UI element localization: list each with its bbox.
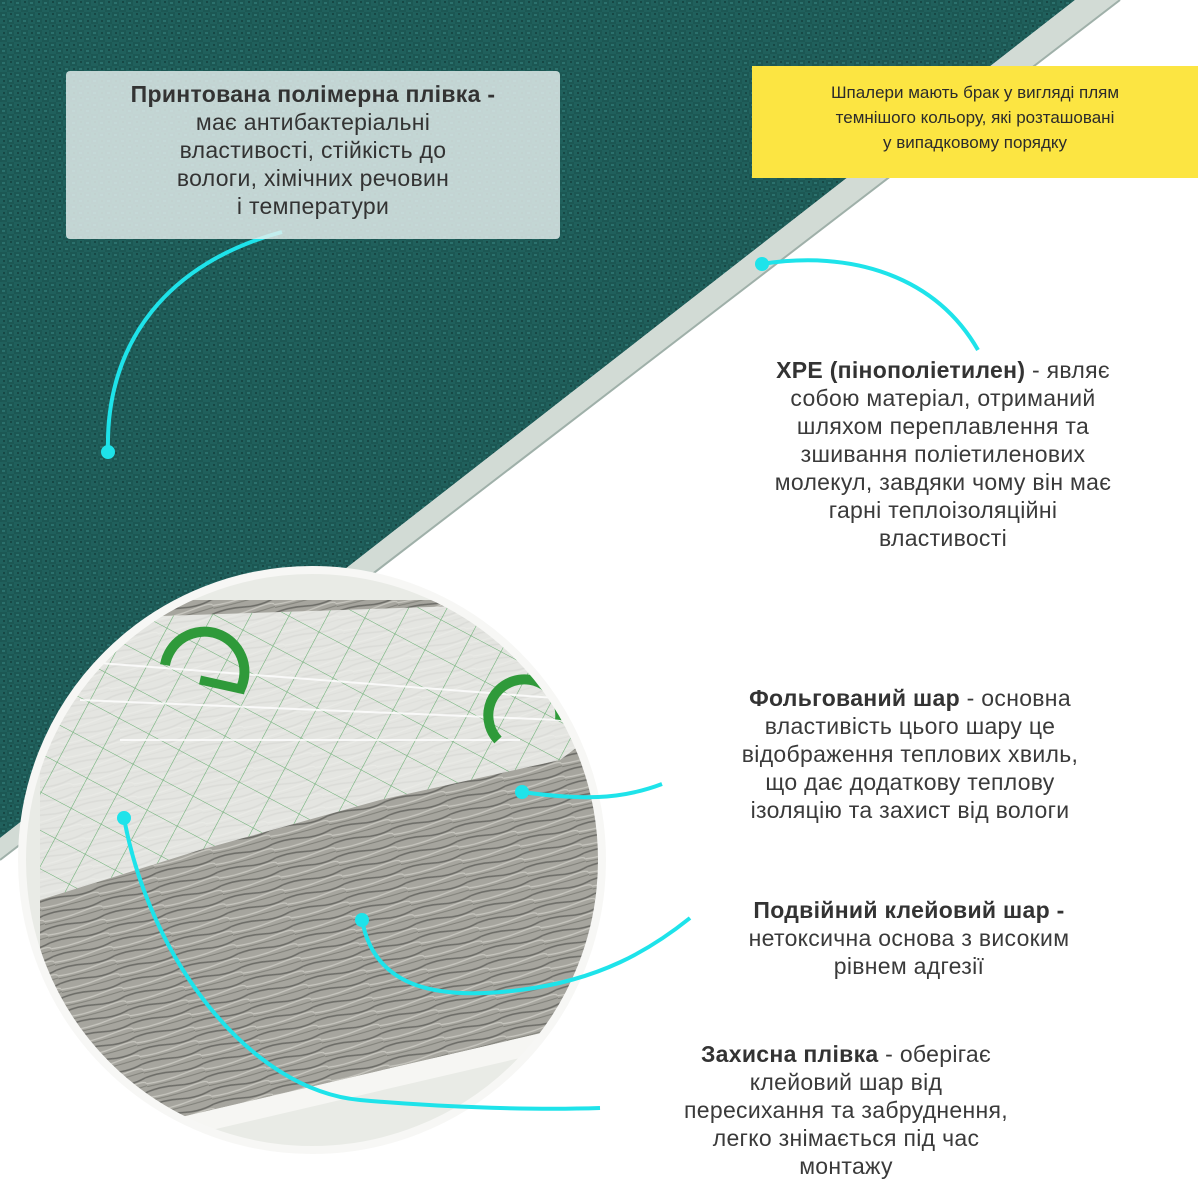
callout-line: шляхом переплавлення та <box>796 413 1090 439</box>
note-line: у випадковому порядку <box>883 133 1067 152</box>
callout-title: Захисна плівка <box>700 1041 879 1067</box>
callout-line: і температури <box>236 193 390 219</box>
callout-protective-film: Захисна плівка - оберігає клейовий шар від пересихання та забруднення, легко знімається під час монтажу <box>604 1040 1088 1180</box>
callout-line: гарні теплоізоляційні <box>828 497 1058 523</box>
callout-line: клейовий шар від <box>749 1069 943 1095</box>
callout-line: властивості <box>879 525 1007 551</box>
callout-title: Фольгований шар <box>749 685 960 711</box>
callout-line: нетоксична основа з високим <box>748 925 1070 951</box>
callout-line: легко знімається під час <box>712 1125 980 1151</box>
callout-line: має антибактеріальні <box>195 109 431 135</box>
callout-line: вологи, хімічних речовин <box>176 165 450 191</box>
callout-double-adhesive: Подвійний клейовий шар - нетоксична основа з високим рівнем адгезії <box>676 896 1142 980</box>
defect-note <box>752 66 1198 178</box>
callout-title: XPE (пінополіетилен) <box>776 357 1026 383</box>
callout-line: рівнем адгезії <box>833 953 985 979</box>
callout-title: Подвійний клейовий шар <box>753 897 1050 923</box>
note-line: Шпалери мають брак у вигляді плям <box>830 83 1120 102</box>
callout-line: що дає додаткову теплову <box>765 769 1055 795</box>
callout-line: пересихання та забруднення, <box>684 1097 1008 1123</box>
callout-xpe: XPE (пінополіетилен) - являє собою матеріал, отриманий шляхом переплавлення та зшивання поліетиленових молекул, завдяки чому він має гарні теплоізоляційні властивості <box>720 356 1166 552</box>
callout-line: молекул, завдяки чому він має <box>774 469 1112 495</box>
callout-line: ізоляцію та захист від вологи <box>750 797 1070 823</box>
callout-polymer-film: Принтована полімерна плівка - має антибактеріальні властивості, стійкість до вологи, хімічних речовин і температури <box>66 71 560 239</box>
note-line: темнішого кольору, які розташовані <box>835 108 1115 127</box>
pointer-dot-icon <box>101 445 115 459</box>
callout-line: властивість цього шару це <box>764 713 1056 739</box>
callout-line: монтажу <box>799 1153 893 1179</box>
callout-line: відображення теплових хвиль, <box>741 741 1079 767</box>
callout-line: властивості, стійкість до <box>179 137 447 163</box>
callout-title: Принтована полімерна плівка <box>130 81 481 107</box>
callout-line: зшивання поліетиленових <box>800 441 1086 467</box>
callout-line: собою матеріал, отриманий <box>790 385 1096 411</box>
callout-foil-layer: Фольгований шар - основна властивість цього шару це відображення теплових хвиль, що дає додаткову теплову ізоляцію та захист від вологи <box>670 684 1150 824</box>
